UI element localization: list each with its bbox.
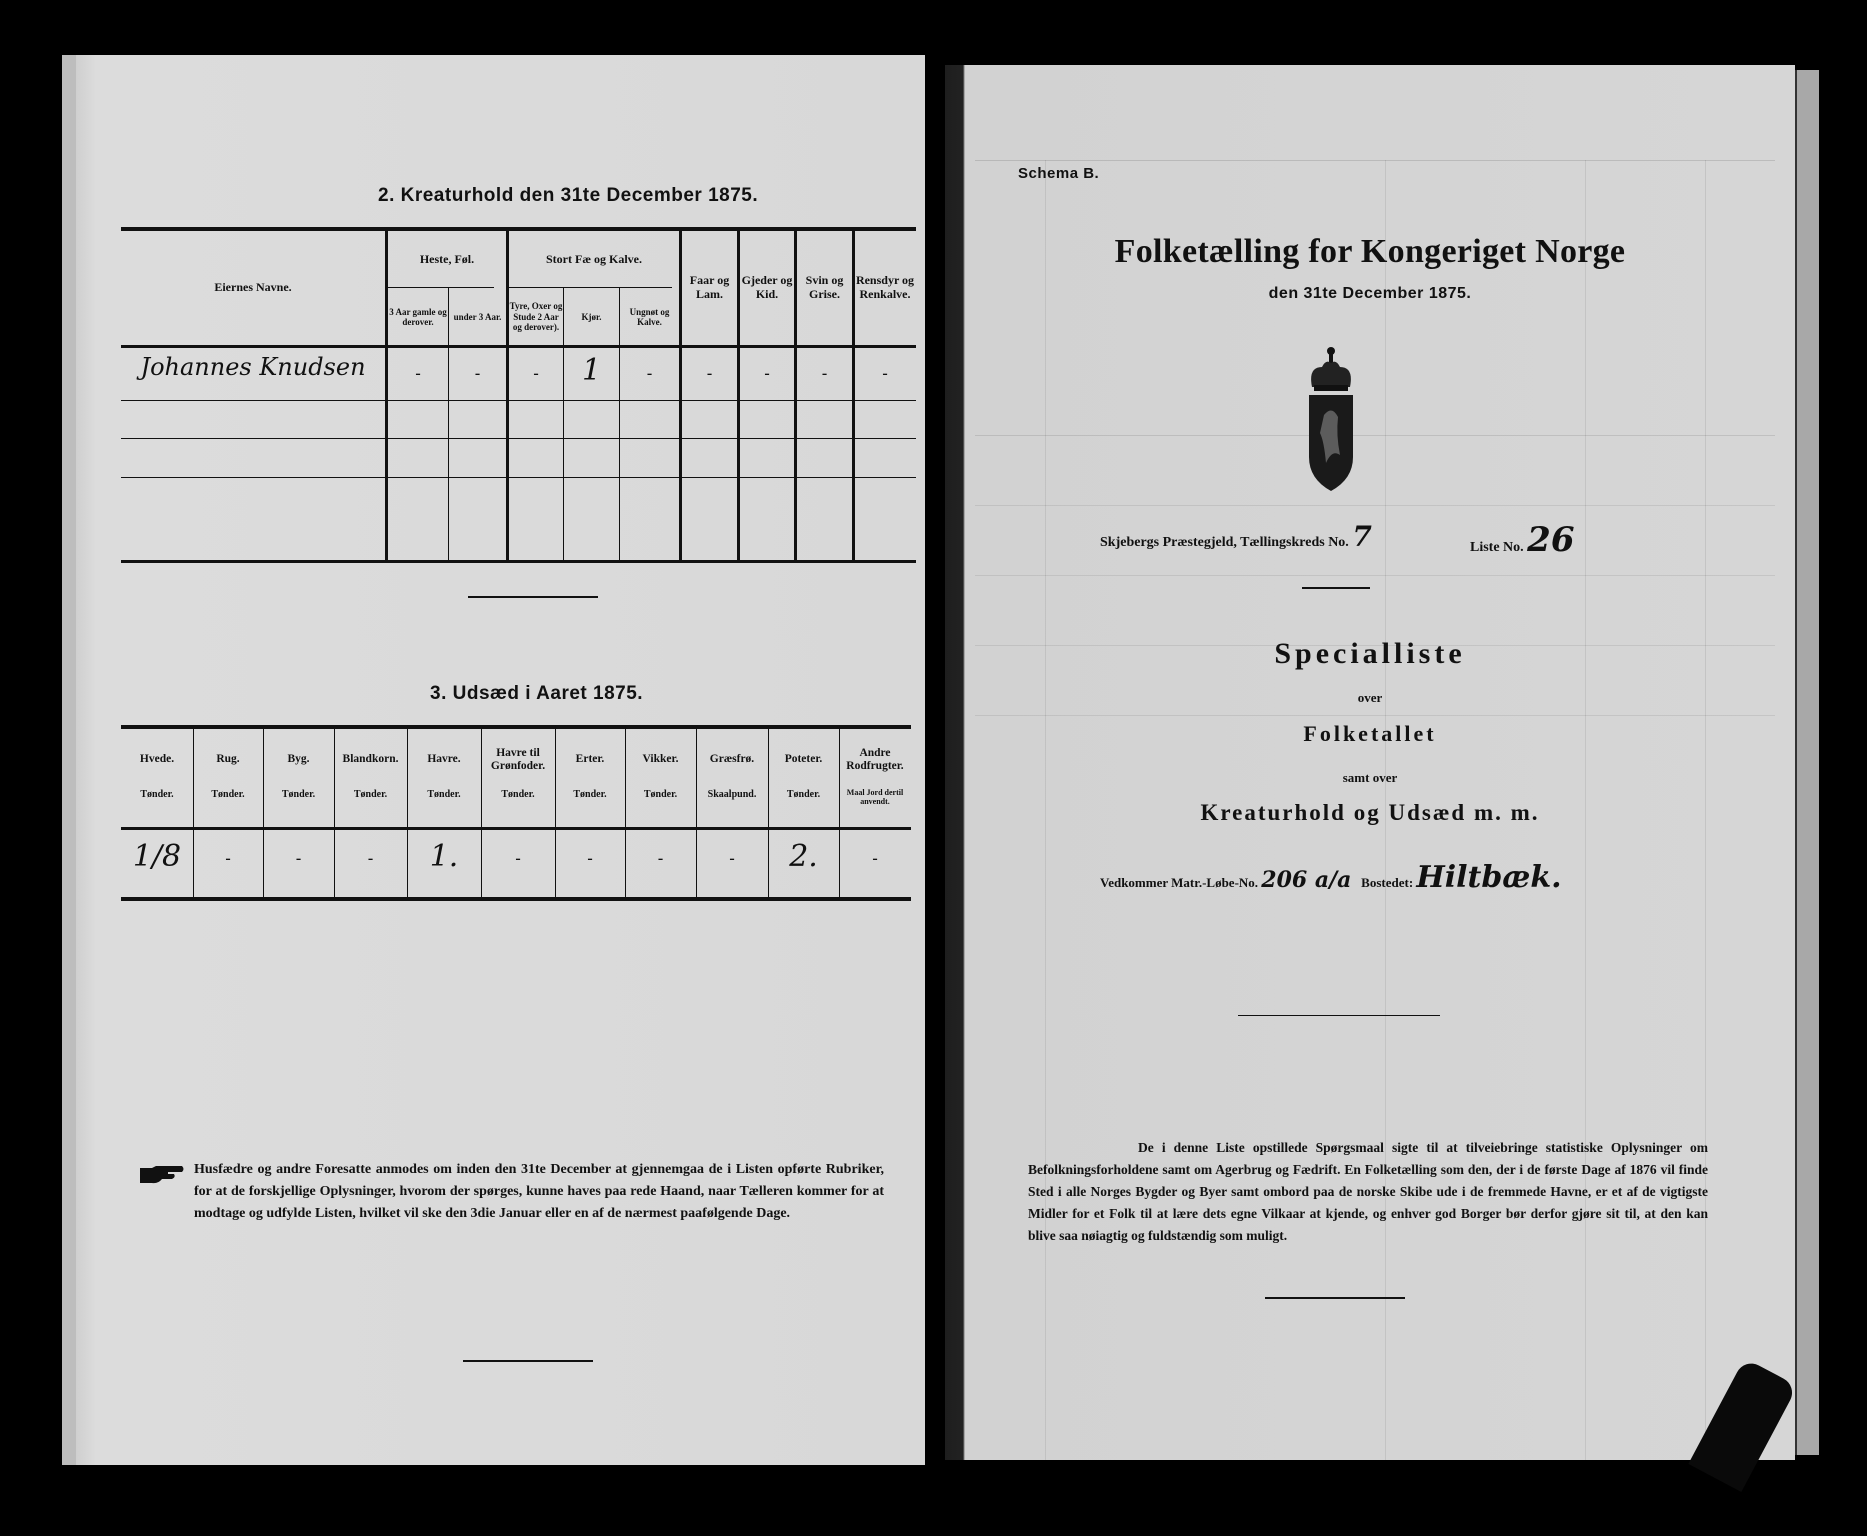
subheader-rule <box>508 287 672 288</box>
matr-label: Vedkommer Matr.-Løbe-No. <box>1100 875 1259 890</box>
table-top-rule <box>121 725 911 729</box>
ghost-rule <box>975 575 1775 576</box>
list-number: 26 <box>1527 520 1575 560</box>
sowing-title: 3. Udsæd i Aaret 1875. <box>430 683 644 704</box>
samt-over-label: samt over <box>1342 770 1398 785</box>
census-date: den 31te December 1875. <box>1268 285 1472 302</box>
norway-coat-of-arms <box>1306 345 1356 495</box>
sowing-unit: Tønder. <box>353 789 388 800</box>
livestock-cell: - <box>882 365 888 382</box>
schema-label: Schema B. <box>1018 165 1100 182</box>
sowing-header: Poteter. <box>784 753 823 766</box>
sowing-value: - <box>587 850 593 867</box>
sowing-value: 1/8 <box>132 839 182 874</box>
over-label: over <box>1357 690 1383 705</box>
sowing-unit: Tønder. <box>427 789 461 800</box>
livestock-cell: - <box>646 365 653 382</box>
left-page <box>62 55 925 1465</box>
special-list-title: Specialliste <box>1274 637 1466 670</box>
census-title: Folketælling for Kongeriget Norge <box>1114 233 1626 270</box>
livestock-cell: - <box>821 365 828 382</box>
bosted-value: Hiltbæk. <box>1416 860 1562 895</box>
livestock-cell: - <box>533 365 539 382</box>
table-bottom-rule <box>121 897 911 901</box>
pointing-hand-icon <box>138 1165 186 1185</box>
sowing-unit: Tønder. <box>211 789 245 800</box>
matr-number: 206 a/a <box>1261 867 1352 893</box>
livestock-cell: - <box>706 365 713 382</box>
parish-line <box>1100 520 1372 553</box>
list-line <box>1470 520 1575 560</box>
sowing-header: Andre Rodfrugter. <box>846 746 904 772</box>
district-number: 7 <box>1352 520 1372 553</box>
list-label: Liste No. <box>1470 540 1524 555</box>
young-cattle-header: Ungnøt og Kalve. <box>629 306 670 327</box>
subheader-rule <box>387 287 494 288</box>
district-label: Tællingskreds No. <box>1240 535 1349 550</box>
ghost-rule <box>975 435 1775 436</box>
sowing-header: Blandkorn. <box>342 753 399 766</box>
sowing-header: Rug. <box>216 753 240 766</box>
pigs-header: Svin og Grise. <box>805 273 844 301</box>
sowing-header: Havre til Grønfoder. <box>490 746 546 772</box>
horses-header: Heste, Føl. <box>419 252 475 267</box>
table-header-rule <box>121 827 911 830</box>
ghost-rule <box>975 715 1775 716</box>
sheep-header: Faar og Lam. <box>689 273 730 301</box>
page-edge <box>1795 70 1819 1455</box>
sowing-value: - <box>872 850 878 867</box>
sowing-value: - <box>515 850 521 867</box>
ghost-rule <box>975 505 1775 506</box>
livestock-cell: 1 <box>581 353 602 388</box>
goats-header: Gjeder og Kid. <box>741 273 793 301</box>
sowing-unit: Tønder. <box>643 789 678 800</box>
cattle-header: Stort Fæ og Kalve. <box>546 252 642 267</box>
table-bottom-rule <box>121 560 916 563</box>
sowing-header: Erter. <box>575 753 605 766</box>
livestock-cell: - <box>474 365 481 382</box>
sowing-value: - <box>657 850 664 867</box>
sowing-unit: Maal Jord dertil anvendt. <box>846 788 904 806</box>
population-label: Folketallet <box>1303 721 1437 746</box>
sowing-value: 1. <box>429 839 459 874</box>
right-page <box>945 65 1795 1460</box>
sowing-header: Byg. <box>287 753 310 766</box>
reindeer-header: Rensdyr og Renkalve. <box>855 273 915 301</box>
notice-text: Husfædre og andre Foresatte anmodes om inden den 31te December at gjennemgaa de i Listen opførte Rubriker, for at de forskjellige Oplysninger, hvorom der spørges, kunne haves paa rede Haand, naar Tælleren kommer for at modtage og udfylde Listen, hvilket vil ske den 3die Januar eller en af de nærmest paafølgende Dage. <box>194 1162 884 1221</box>
sowing-value: - <box>367 850 374 867</box>
owner-name-header: Eiernes Navne. <box>214 280 292 295</box>
owner-name-cell: Johannes Knudsen <box>140 353 366 381</box>
bulls-header: Tyre, Oxer og Stude 2 Aar og derover). <box>509 301 563 333</box>
sowing-header: Græsfrø. <box>709 753 755 766</box>
separator-rule <box>1238 1015 1440 1016</box>
sowing-unit: Tønder. <box>140 789 174 800</box>
bosted-label: Bostedet: <box>1361 875 1414 890</box>
separator-rule <box>1265 1297 1405 1299</box>
sowing-unit: Tønder. <box>281 789 316 800</box>
sowing-header: Havre. <box>427 753 461 766</box>
sowing-value: 2. <box>789 839 818 874</box>
livestock-title: 2. Kreaturhold den 31te December 1875. <box>378 185 759 206</box>
livestock-sowing-label: Kreaturhold og Udsæd m. m. <box>1200 800 1540 825</box>
sowing-header: Vikker. <box>642 753 679 766</box>
sowing-unit: Tønder. <box>573 789 607 800</box>
parish-name: Skjebergs <box>1100 535 1160 550</box>
livestock-cell: - <box>764 365 770 382</box>
explanation-paragraph: De i denne Liste opstillede Spørgsmaal sigte til at tilveiebringe statistiske Oplysninger om Befolkningsforholdene samt om Agerbrug og Fædrift. En Folketælling som den, der i de første Dage af 1876 vil finde Sted i alle Norges Bygder og Byer samt ombord paa de norske Skibe ude i de fremmede Havne, er et af de vigtigste Midler for et Folk til at lære dets egne Vilkaar at kjende, og enhver god Borger bør derfor gjøre sit til, at den kan blive saa nøiagtig og fuldstændig som muligt. <box>1028 1140 1708 1243</box>
livestock-cell: - <box>415 365 421 382</box>
separator-rule <box>468 596 598 598</box>
separator-rule <box>463 1360 593 1362</box>
sowing-unit: Tønder. <box>501 789 535 800</box>
cows-header: Kjør. <box>581 311 602 322</box>
sowing-value: - <box>729 850 735 867</box>
sowing-value: - <box>295 850 302 867</box>
separator-rule <box>1302 587 1370 589</box>
sowing-header: Hvede. <box>139 753 175 766</box>
parish-suffix: Præstegjeld, <box>1162 535 1237 550</box>
horses-under3-header: under 3 Aar. <box>453 311 502 322</box>
property-line <box>1100 860 1562 895</box>
sowing-value: - <box>225 850 231 867</box>
sowing-unit: Skaalpund. <box>707 789 757 800</box>
ghost-rule <box>975 160 1775 161</box>
horses-3yr-header: 3 Aar gamle og derover. <box>389 306 447 327</box>
sowing-unit: Tønder. <box>786 789 821 800</box>
